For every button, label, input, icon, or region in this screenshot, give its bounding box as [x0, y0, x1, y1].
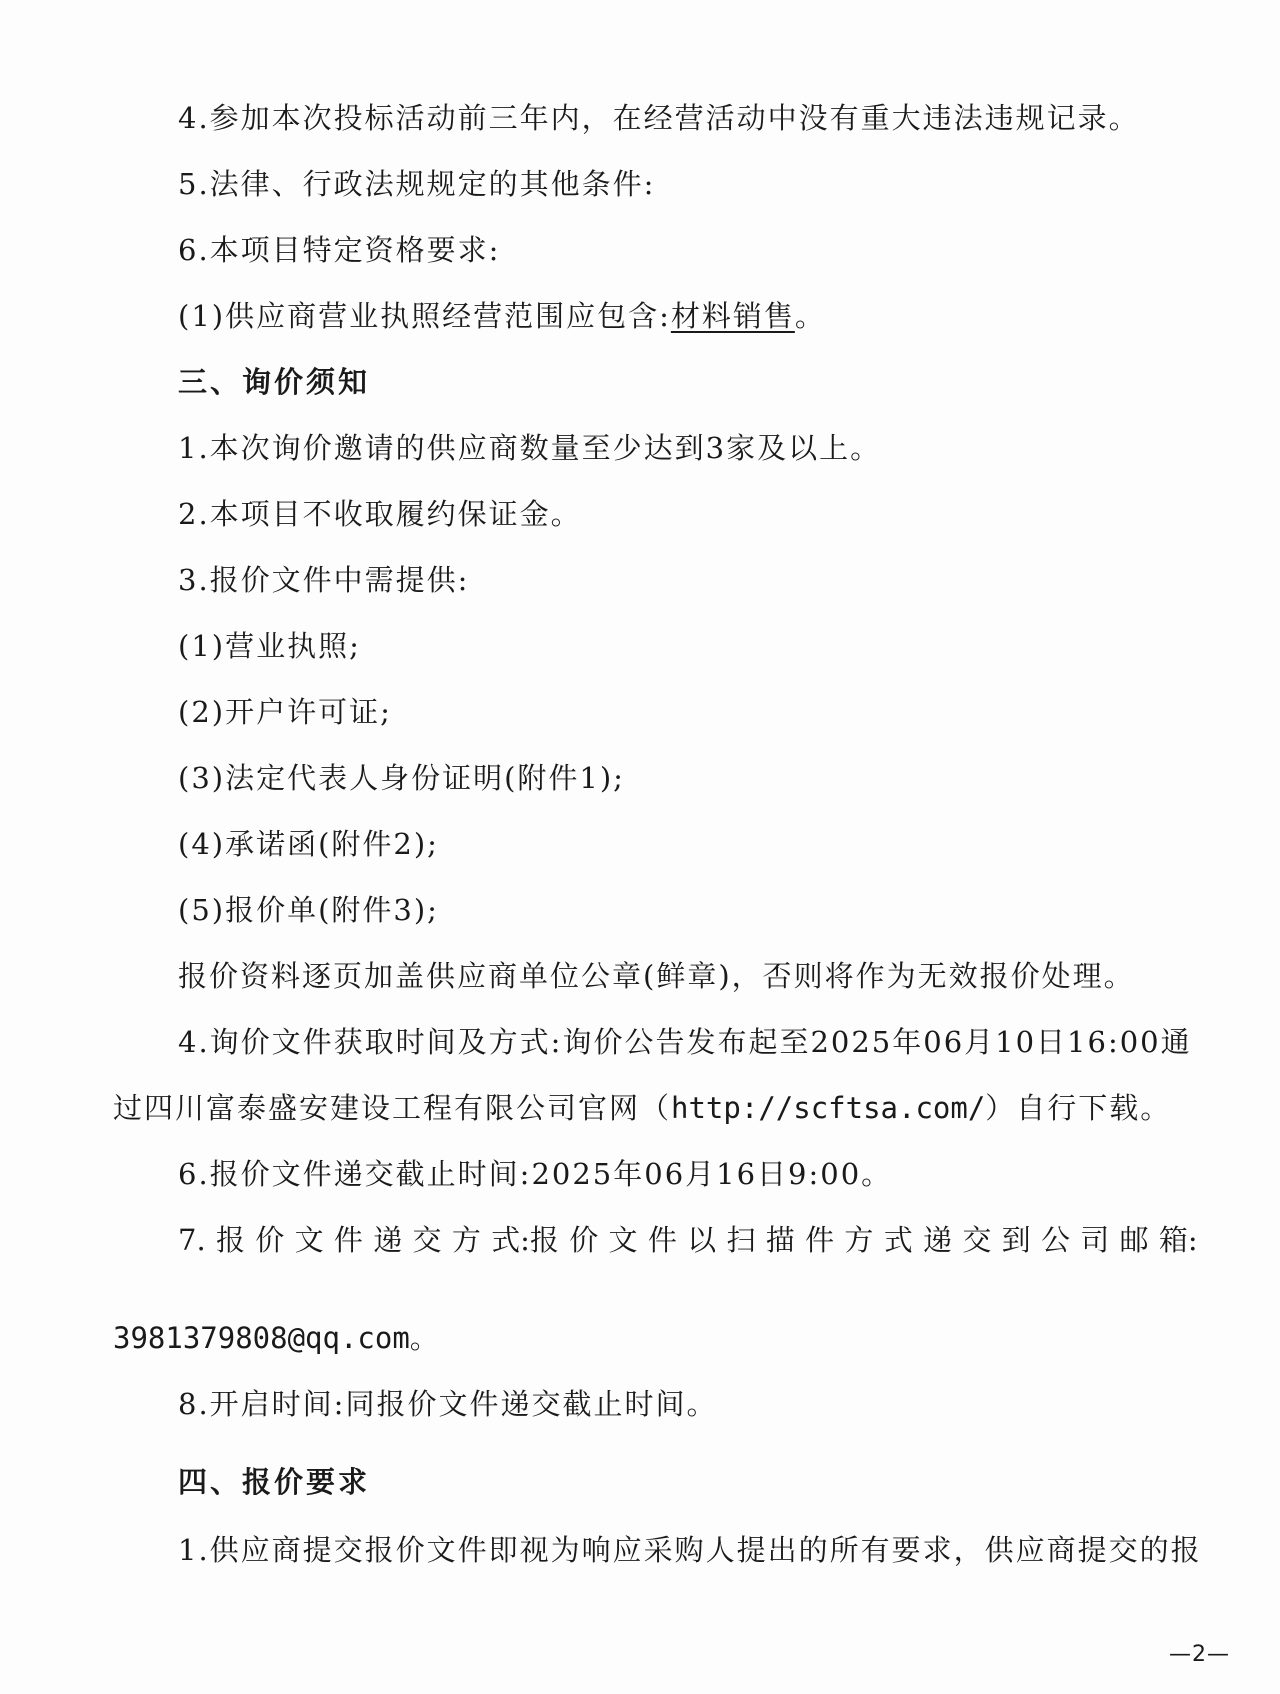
company-email [113, 1318, 439, 1358]
notice-item-8 [178, 1384, 717, 1424]
notice-item-8-text: 8.开启时间:同报价文件递交截止时间。 [178, 1387, 718, 1421]
notice-item-1-text: 1.本次询价邀请的供应商数量至少达到3家及以上。 [178, 431, 882, 465]
notice-item-7-seg: 箱: [1158, 1223, 1198, 1257]
section-heading-quote-requirements [178, 1462, 370, 1502]
qualification-item-4-text: 4.参加本次投标活动前三年内，在经营活动中没有重大违法违规记录。 [178, 101, 1140, 135]
specific-requirement-1 [178, 296, 826, 336]
quote-requirement-1 [178, 1530, 1202, 1570]
notice-item-2-text: 2.本项目不收取履约保证金。 [178, 497, 582, 531]
notice-item-7-seg: 公 [1040, 1223, 1070, 1257]
notice-item-4-text: 4.询价文件获取时间及方式:询价公告发布起至2025年06月10日16:00通 [178, 1025, 1192, 1059]
notice-item-1 [178, 428, 881, 468]
notice-item-6-text: 6.报价文件递交截止时间:2025年06月16日9:00。 [178, 1157, 893, 1191]
company-email-text[interactable]: 3981379808@qq.com。 [113, 1321, 439, 1355]
notice-item-7-seg: 件 [647, 1223, 677, 1257]
notice-item-7-seg: 描 [765, 1223, 795, 1257]
specific-requirement-1-prefix: (1)供应商营业执照经营范围应包含: [178, 299, 671, 333]
qualification-item-6 [178, 230, 500, 270]
document-list-item-3-text: (3)法定代表人身份证明(附件1); [178, 761, 625, 795]
notice-item-4 [178, 1022, 1192, 1062]
seal-requirement [178, 956, 1135, 996]
notice-item-3-text: 3.报价文件中需提供: [178, 563, 470, 597]
document-list-item-5-text: (5)报价单(附件3); [178, 893, 439, 927]
notice-item-7-seg: 扫 [726, 1223, 756, 1257]
notice-item-4-continued [113, 1088, 1171, 1128]
notice-item-7-seg: 递 [373, 1223, 403, 1257]
notice-item-3 [178, 560, 469, 600]
seal-requirement-text: 报价资料逐页加盖供应商单位公章(鲜章)，否则将作为无效报价处理。 [178, 959, 1135, 993]
notice-item-7-seg: 价 [255, 1223, 285, 1257]
notice-item-7-seg: 7. [178, 1223, 206, 1257]
notice-item-7-seg: 文 [294, 1223, 324, 1257]
notice-item-2 [178, 494, 582, 534]
document-list-item-1 [178, 626, 361, 666]
notice-item-7-seg: 邮 [1119, 1223, 1149, 1257]
notice-item-7-seg: 以 [687, 1223, 717, 1257]
business-scope-underlined: 材料销售 [670, 299, 795, 333]
document-list-item-5 [178, 890, 439, 930]
notice-item-7-seg: 价 [569, 1223, 599, 1257]
notice-item-7-seg: 递 [923, 1223, 953, 1257]
qualification-item-6-text: 6.本项目特定资格要求: [178, 233, 501, 267]
document-list-item-4 [178, 824, 439, 864]
section-heading-inquiry-notice [178, 362, 370, 402]
notice-item-4-continued-prefix: 过四川富泰盛安建设工程有限公司官网（ [113, 1091, 672, 1125]
notice-item-7-seg: 报 [215, 1223, 245, 1257]
notice-item-7-seg: 到 [1001, 1223, 1031, 1257]
qualification-item-5-text: 5.法律、行政法规规定的其他条件: [178, 167, 656, 201]
document-list-item-4-text: (4)承诺函(附件2); [178, 827, 439, 861]
notice-item-7-seg: 式:报 [491, 1223, 559, 1257]
notice-item-7-seg: 交 [412, 1223, 442, 1257]
quote-requirement-1-text: 1.供应商提交报价文件即视为响应采购人提出的所有要求，供应商提交的报 [178, 1533, 1202, 1567]
notice-item-7-seg: 件 [805, 1223, 835, 1257]
notice-item-7-seg: 交 [962, 1223, 992, 1257]
notice-item-4-continued-suffix: ）自行下载。 [985, 1091, 1172, 1125]
document-list-item-1-text: (1)营业执照; [178, 629, 361, 663]
section-heading-quote-requirements-text: 四、报价要求 [178, 1465, 371, 1499]
notice-item-7-seg: 方 [451, 1223, 481, 1257]
notice-item-7-seg: 方 [844, 1223, 874, 1257]
notice-item-6 [178, 1154, 892, 1194]
company-website-link[interactable]: http://scftsa.com/ [671, 1091, 986, 1125]
notice-item-7 [178, 1220, 1198, 1260]
section-heading-inquiry-notice-text: 三、询价须知 [178, 365, 371, 399]
document-list-item-2 [178, 692, 392, 732]
notice-item-7-seg: 司 [1080, 1223, 1110, 1257]
notice-item-7-seg: 式 [883, 1223, 913, 1257]
document-list-item-3 [178, 758, 625, 798]
document-list-item-2-text: (2)开户许可证; [178, 695, 392, 729]
qualification-item-4 [178, 98, 1140, 138]
qualification-item-5 [178, 164, 655, 204]
page-number: —2— [1169, 1642, 1230, 1667]
notice-item-7-seg: 件 [333, 1223, 363, 1257]
specific-requirement-1-suffix: 。 [794, 299, 826, 333]
notice-item-7-seg: 文 [608, 1223, 638, 1257]
